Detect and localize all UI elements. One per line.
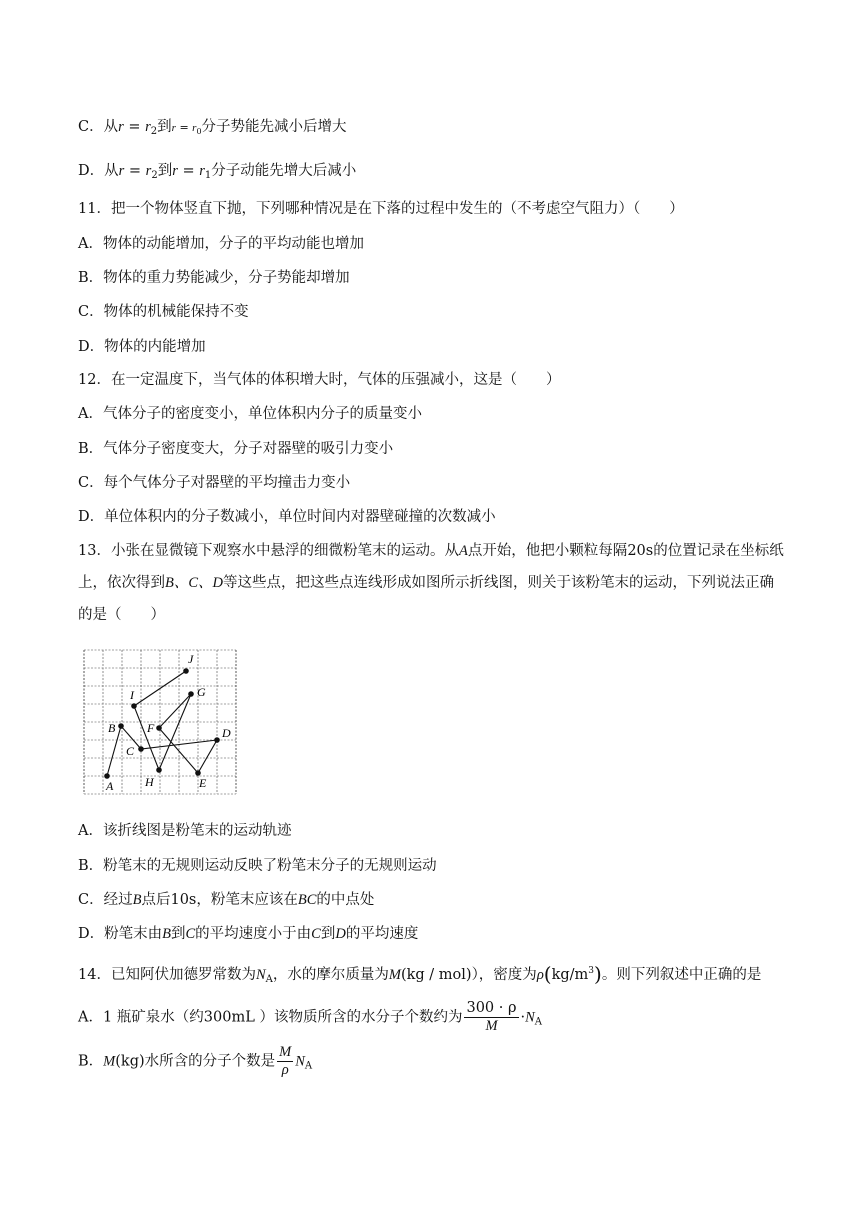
q12-option-b: B．气体分子密度变大，分子对器壁的吸引力变小 xyxy=(78,441,394,457)
point-label-a: A xyxy=(106,779,114,793)
point-a xyxy=(104,773,110,779)
q10-option-c: C．从$r = r_2$到$r = r_0$分子势能先减小后增大 xyxy=(78,119,347,137)
q12-option-c: C．每个气体分子对器壁的平均撞击力变小 xyxy=(78,475,351,491)
point-label-g: G xyxy=(197,685,206,699)
q13-option-b: B．粉笔末的无规则运动反映了粉笔末分子的无规则运动 xyxy=(78,858,437,874)
point-label-b: B xyxy=(108,721,116,735)
q13-option-a: A．该折线图是粉笔末的运动轨迹 xyxy=(78,823,292,839)
point-label-c: C xyxy=(126,744,135,758)
q14-option-a: A．1 瓶矿泉水（约300mL ）该物质所含的水分子个数约为 $\frac{300 \cdot \rho}{M}$ $\cdot N_A$ xyxy=(78,1000,543,1034)
fraction: $\frac{M}{\rho}$ xyxy=(279,1044,292,1078)
point-label-h: H xyxy=(145,775,154,789)
point-i xyxy=(131,703,137,709)
point-j xyxy=(183,668,189,674)
q13-option-c: C．经过B点后10s，粉笔末应该在BC的中点处 xyxy=(78,892,375,908)
point-label-j: J xyxy=(188,652,194,666)
q12-option-a: A．气体分子的密度变小，单位体积内分子的质量变小 xyxy=(78,406,422,422)
q13-stem: 13．小张在显微镜下观察水中悬浮的细微粉笔末的运动。从A点开始，他把小颗粒每隔20s的位置记录在坐标纸上，依次得到B、C、D等这些点，把这些点连线形成如图所示折线图，则关于该粉笔末的运动，下列说法正确的是（ ） xyxy=(78,543,784,623)
q12-option-d: D．单位体积内的分子数减小，单位时间内对器壁碰撞的次数减小 xyxy=(78,509,496,525)
point-d xyxy=(214,737,220,743)
point-e xyxy=(195,770,201,776)
q11-option-d: D．物体的内能增加 xyxy=(78,339,206,355)
q12-stem: 12．在一定温度下，当气体的体积增大时，气体的压强减小，这是（ ） xyxy=(78,372,561,388)
point-label-i: I xyxy=(130,688,134,702)
point-label-e: E xyxy=(199,776,207,790)
point-f xyxy=(156,725,162,731)
brownian-motion-grid-figure xyxy=(82,648,242,800)
q14-stem: 14．已知阿伏加德罗常数为$N_A$，水的摩尔质量为M(kg / mol)），密度为$\rho(kg/m^3)$。则下列叙述中正确的是 xyxy=(78,962,762,986)
q11-stem: 11．把一个物体竖直下抛，下列哪种情况是在下落的过程中发生的（不考虑空气阻力）（ ） xyxy=(78,201,684,217)
q13-option-d: D．粉笔末由B到C的平均速度小于由C到D的平均速度 xyxy=(78,926,419,942)
point-h xyxy=(156,767,162,773)
point-label-d: D xyxy=(222,726,231,740)
q11-option-a: A．物体的动能增加，分子的平均动能也增加 xyxy=(78,236,364,252)
q11-option-c: C．物体的机械能保持不变 xyxy=(78,304,249,320)
point-b xyxy=(118,723,124,729)
fraction: $\frac{300 \cdot \rho}{M}$ xyxy=(466,1000,517,1034)
q11-option-b: B．物体的重力势能减少，分子势能却增加 xyxy=(78,270,350,286)
q10-option-d: D．从$r = r_2$到$r = r_1$分子动能先增大后减小 xyxy=(78,163,357,181)
point-c xyxy=(138,746,144,752)
point-label-f: F xyxy=(147,721,155,735)
q14-option-b: B．M(kg)水所含的分子个数是 $\frac{M}{\rho}$ $N_A$ xyxy=(78,1044,313,1078)
point-g xyxy=(188,691,194,697)
